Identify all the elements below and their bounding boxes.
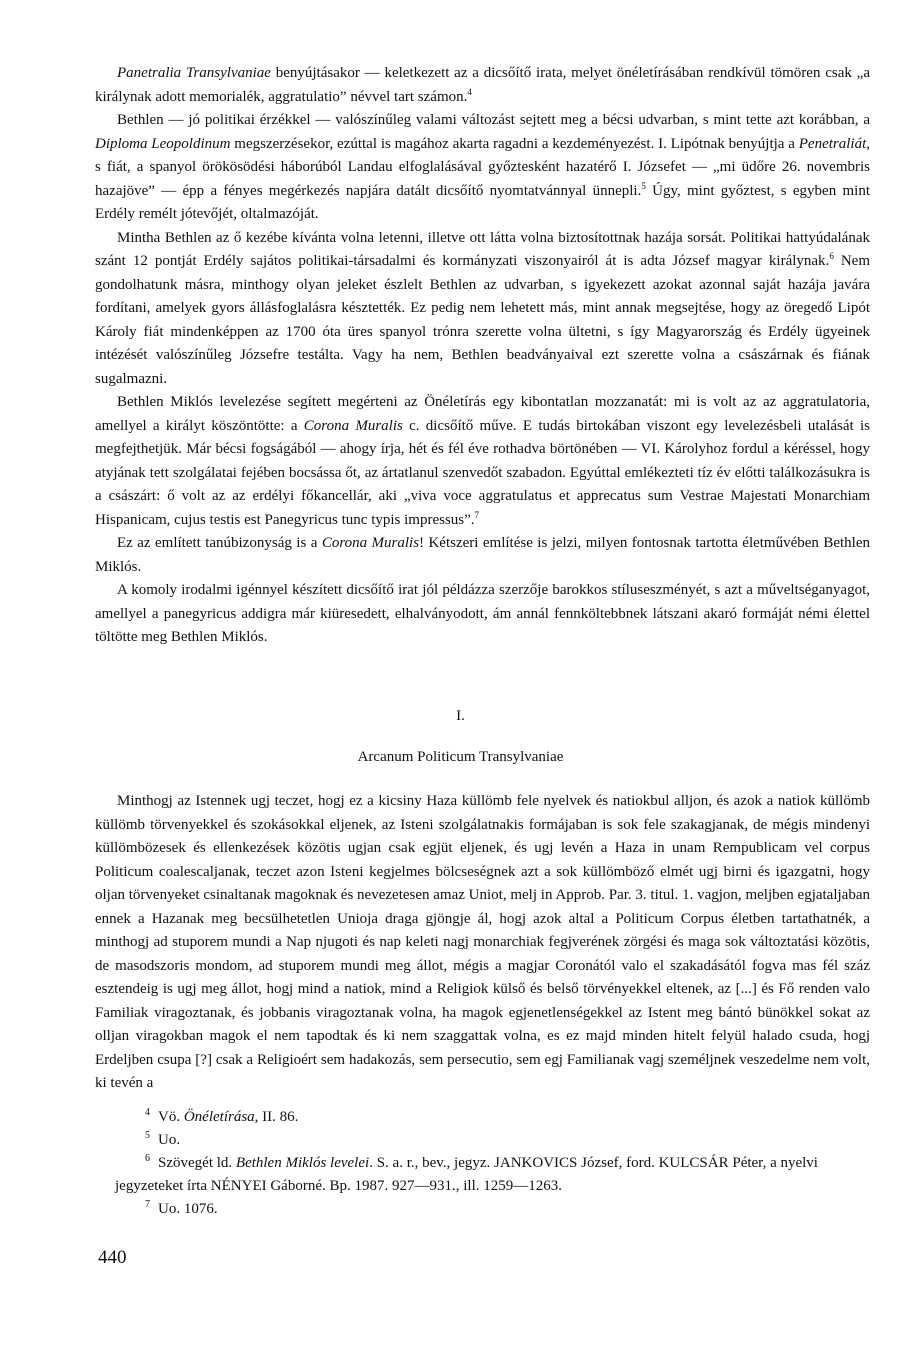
footnote-ref: 4 xyxy=(467,86,472,97)
section-title: Arcanum Politicum Transylvaniae xyxy=(357,749,564,765)
footnote xyxy=(95,1106,870,1129)
text-run: ! Kétszeri említése is jelzi, milyen fontosnak tartotta életművében Bethlen Miklós. xyxy=(95,535,870,575)
intro-text xyxy=(95,62,870,650)
text-run: . S. a. r., bev., jegyz. JANKOVICS József, ford. KULCSÁR Péter, a nyelvi jegyzeteket írta NÉNYEI Gáborné. Bp. 1987. 927—931., ill. 1259—1263. xyxy=(115,1155,818,1194)
intro-paragraph xyxy=(95,227,870,392)
italic-title: Corona Muralis xyxy=(321,535,420,551)
text-run: , s fiát, a spanyol örökösödési háborúból Landau elfoglalásával győztesként hazatérő I. Józsefet — „mi üdőre 26. novembris hazajöve” — épp a fényes megérkezés napjára datált dicsőítő nyomtatvánnyal ünnepli. xyxy=(95,135,870,199)
footnote-ref: 6 xyxy=(829,251,834,261)
text-run: Vö. xyxy=(158,1109,184,1125)
italic-title: Penetraliát xyxy=(798,135,867,152)
text-run: Bethlen — jó politikai érzékkel — valószínűleg valami változást sejtett meg a bécsi udvarban, s mint tette azt korábban, a xyxy=(117,112,870,128)
italic-title: Corona Muralis xyxy=(303,417,403,434)
section-number: I. xyxy=(456,708,465,724)
footnote-ref: 5 xyxy=(641,180,646,191)
arcanum-paragraph: Minthogj az Istennek ugj teczet, hogj ez a kicsiny Haza küllömb fele nyelvek és natiokbul alljon, és azok a natiok küllömb küllömb törvenyekkel és szokásokkal eljenek, az Isteni szolgálatnakis formájaban is sok fele szakagjanak, de mégis mindenyi küllömbözesek és ellenkezések közötis ugjan csak egjüt eljenek, és ugj levén a Haza in unam Rempublicam vel corpus Politicum coalescaljanak, teczet azon Isteni kegjelmes bölcseségnek azt a sok küllömböző elmét ugj birni és igazgatni, hogy oljan törvenyeket csinaltanak magoknak és nevezetesen amaz Uniot, melj in Approb. Par. 3. titul. 1. vagjon, meljben egjataljaban ennek a Hazanak meg becsülhetetlen Unioja draga gjöngje ál, hogj azok altal a Politicum Corpus életben tartathatnék, a minthogj ad stuporem mundi a Nap njugoti és nap keleti nagj monarchiak fegjverének zörgési és maga sok változtatási közötis, de masodszoris mondom, ad stuporem mundi meg állot, mégis a magjar Coronától valo el szakadásától fogva mas fél száz esztendeig is ugj meg állot, hogj mind a natiok, mind a Religiok külső és belső törvényekkel eltenek, az [...] és Fő renden valo Familiak viragoztanak, és jobbanis viragoztanak volna, ha magok egjenetlenségekkel az Istent meg bántó bünökkel sokat az olljan viragokban magok el nem tapodtak és ki nem szaggattak volna, es ez majd minden hitelt felyül halado csuda, hogj Erdeljben csupa [?] csak a Religioért sem hadakozás, sem persecutio, sem egj Familianak vagj személjnek veszedelme nem volt, ki tevén a xyxy=(95,793,870,1091)
text-run: c. dicsőítő műve. E tudás birtokában viszont egy levelezésbeli utalását is megfejthetjük. Már bécsi fogságából — ahogy írja, hét és fél éve rothadva börtönében — VI. Károlyhoz fordul a kéréssel, hogy atyjának tett szolgálatai fejében bocsássa őt, az ártatlanul szenvedőt szabadon. Egyúttal emlékezteti tíz év előtti találkozásukra is a császárt: ő volt az az erdélyi főkancellár, aki „viva voce aggratulatus et apprecatus sum Vestrae Majestati Monarchiam Hispanicam, cujus testis est Panegyricus tunc typis impressus”. xyxy=(95,417,870,528)
footnote-number: 6 xyxy=(145,1153,150,1164)
intro-paragraph xyxy=(95,391,870,532)
text-run: Ez az említett tanúbizonyság is a xyxy=(117,535,322,551)
text-run: Bethlen Miklós levelezése segített megérteni az Önéletírás egy kibontatlan mozzanatát: mi is volt az az aggratulatoria, amellyel a királyt köszöntötte: a xyxy=(95,394,870,434)
footnotes xyxy=(95,1106,870,1221)
footnote-number: 7 xyxy=(145,1199,150,1210)
page-number: 440 xyxy=(98,1247,127,1268)
footnote xyxy=(95,1198,870,1221)
text-run: , II. 86. xyxy=(254,1109,299,1125)
intro-paragraph xyxy=(95,532,870,579)
italic-title: Diploma Leopoldinum xyxy=(95,135,231,152)
text-run: Szövegét ld. xyxy=(158,1155,236,1171)
footnote-number: 4 xyxy=(145,1107,150,1118)
italic-title: Panetralia Transylvaniae xyxy=(117,65,271,81)
text-run: Mintha Bethlen az ő kezébe kívánta volna letenni, illetve ott látta volna biztosítottnak hazája sorsát. Politikai hattyúdalának szánt 12 pontját Erdély sajátos politikai-társadalmi és kormányzati viszonyairól át is adta József magyar királynak. xyxy=(95,229,870,269)
footnote xyxy=(95,1152,870,1198)
italic-title: Bethlen Miklós levelei xyxy=(235,1155,370,1171)
text-run: Nem gondolhatunk másra, minthogy olyan jeleket észlelt Bethlen az udvarban, s igyekezett azokat azonnal saját hazája javára fordítani, amelyek gyors állásfoglalásra késztették. Ez pedig nem lehetett más, mint annak megsejtése, hogy az öregedő Lipót Károly fiát mindenképpen az 1700 óta üres spanyol trónra szerette volna ültetni, s így Magyarország és Erdély ügyeinek intézését valószínűleg Józsefre testálta. Vagy ha nem, Bethlen beadványaival ezt szerette volna a császárnak és fiának sugalmazni. xyxy=(95,253,870,387)
footnote-number: 5 xyxy=(145,1130,150,1141)
text-run: Uo. xyxy=(158,1132,181,1148)
footnote xyxy=(95,1129,870,1152)
text-run: Úgy, mint győztest, s egyben mint Erdély remélt jótevőjét, oltalmazóját. xyxy=(95,182,870,222)
intro-paragraph xyxy=(95,109,870,227)
intro-paragraph xyxy=(95,579,870,650)
text-run: Uo. 1076. xyxy=(158,1201,218,1217)
text-run: benyújtásakor — keletkezett az a dicsőítő irata, melyet önéletírásában rendkívül tömören csak „a királynak adott memorialék, aggratulatio” névvel tart számon. xyxy=(95,65,870,105)
arcanum-text xyxy=(95,790,870,1096)
text-run: A komoly irodalmi igénnyel készített dicsőítő irat jól példázza szerzője barokkos stíluseszményét, s azt a műveltséganyagot, amellyel a panegyricus addigra már kiüresedett, elhalványodott, ám annál fennköltebbnek látszani akaró formáját némi élettel töltötte meg Bethlen Miklós. xyxy=(95,582,870,645)
italic-title: Önéletírása xyxy=(183,1109,255,1125)
intro-paragraph xyxy=(95,62,870,109)
text-run: megszerzésekor, ezúttal is magához akarta ragadni a kezdeményezést. I. Lipótnak benyújtja a xyxy=(230,135,799,152)
footnote-ref: 7 xyxy=(474,509,480,520)
